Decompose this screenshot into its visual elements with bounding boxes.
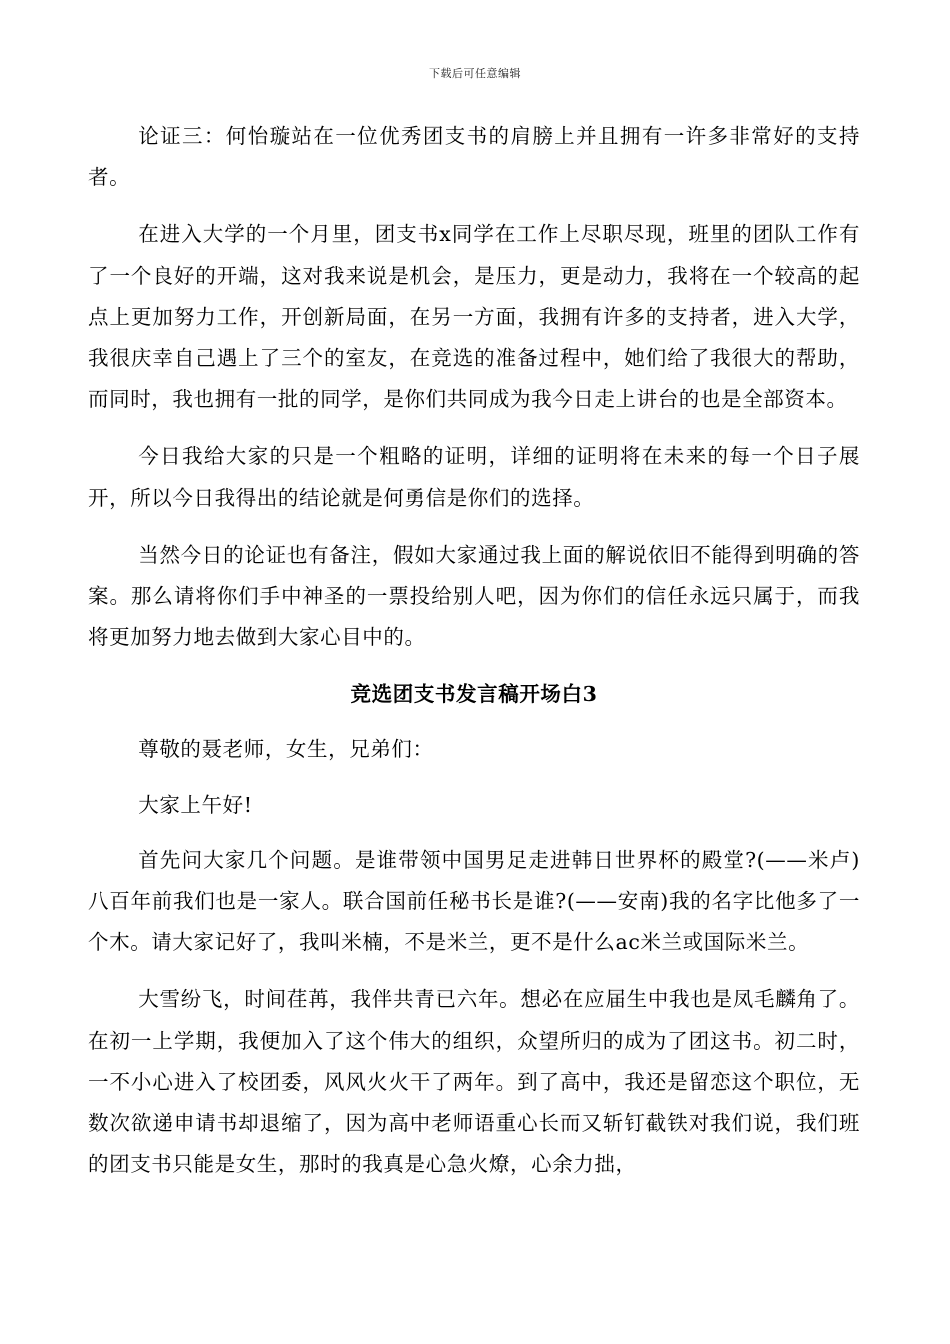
paragraph-questions: 首先问大家几个问题。是谁带领中国男足走进韩日世界杯的殿堂?(——米卢)八百年前我们也是一家人。联合国前任秘书长是谁?(——安南)我的名字比他多了一个木。请大家记好了，我叫米楠，不是米兰，更不是什么ac米兰或国际米兰。 <box>88 847 860 955</box>
paragraph-experience: 大雪纷飞，时间荏苒，我伴共青已六年。想必在应届生中我也是凤毛麟角了。在初一上学期，我便加入了这个伟大的组织，众望所归的成为了团这书。初二时，一不小心进入了校团委，风风火火干了两年。到了高中，我还是留恋这个职位，无数次欲递申请书却退缩了，因为高中老师语重心长而又斩钉截铁对我们说，我们班的团支书只能是女生，那时的我真是心急火燎，心余力拙， <box>88 987 860 1177</box>
page-header-note: 下载后可任意编辑 <box>429 67 521 80</box>
paragraph-university-month: 在进入大学的一个月里，团支书x同学在工作上尽职尽现，班里的团队工作有了一个良好的开端，这对我来说是机会，是压力，更是动力，我将在一个较高的起点上更加努力工作，开创新局面，在另一方面，我拥有许多的支持者，进入大学，我很庆幸自己遇上了三个的室友，在竞选的准备过程中，她们给了我很大的帮助，而同时，我也拥有一批的同学，是你们共同成为我今日走上讲台的也是全部资本。 <box>88 222 860 412</box>
paragraph-argument-three: 论证三：何怡璇站在一位优秀团支书的肩膀上并且拥有一许多非常好的支持者。 <box>88 124 860 190</box>
document-body <box>88 116 860 1201</box>
paragraph-remark: 当然今日的论证也有备注，假如大家通过我上面的解说依旧不能得到明确的答案。那么请将你们手中神圣的一票投给别人吧，因为你们的信任永远只属于，而我将更加努力地去做到大家心目中的。 <box>88 542 860 650</box>
paragraph-rough-proof: 今日我给大家的只是一个粗略的证明，详细的证明将在未来的每一个日子展开，所以今日我得出的结论就是何勇信是你们的选择。 <box>88 444 860 510</box>
paragraph-greeting: 大家上午好! <box>138 792 253 817</box>
paragraph-salutation: 尊敬的聂老师，女生，兄弟们： <box>138 737 434 762</box>
section-heading: 竞选团支书发言稿开场白3 <box>350 682 598 707</box>
